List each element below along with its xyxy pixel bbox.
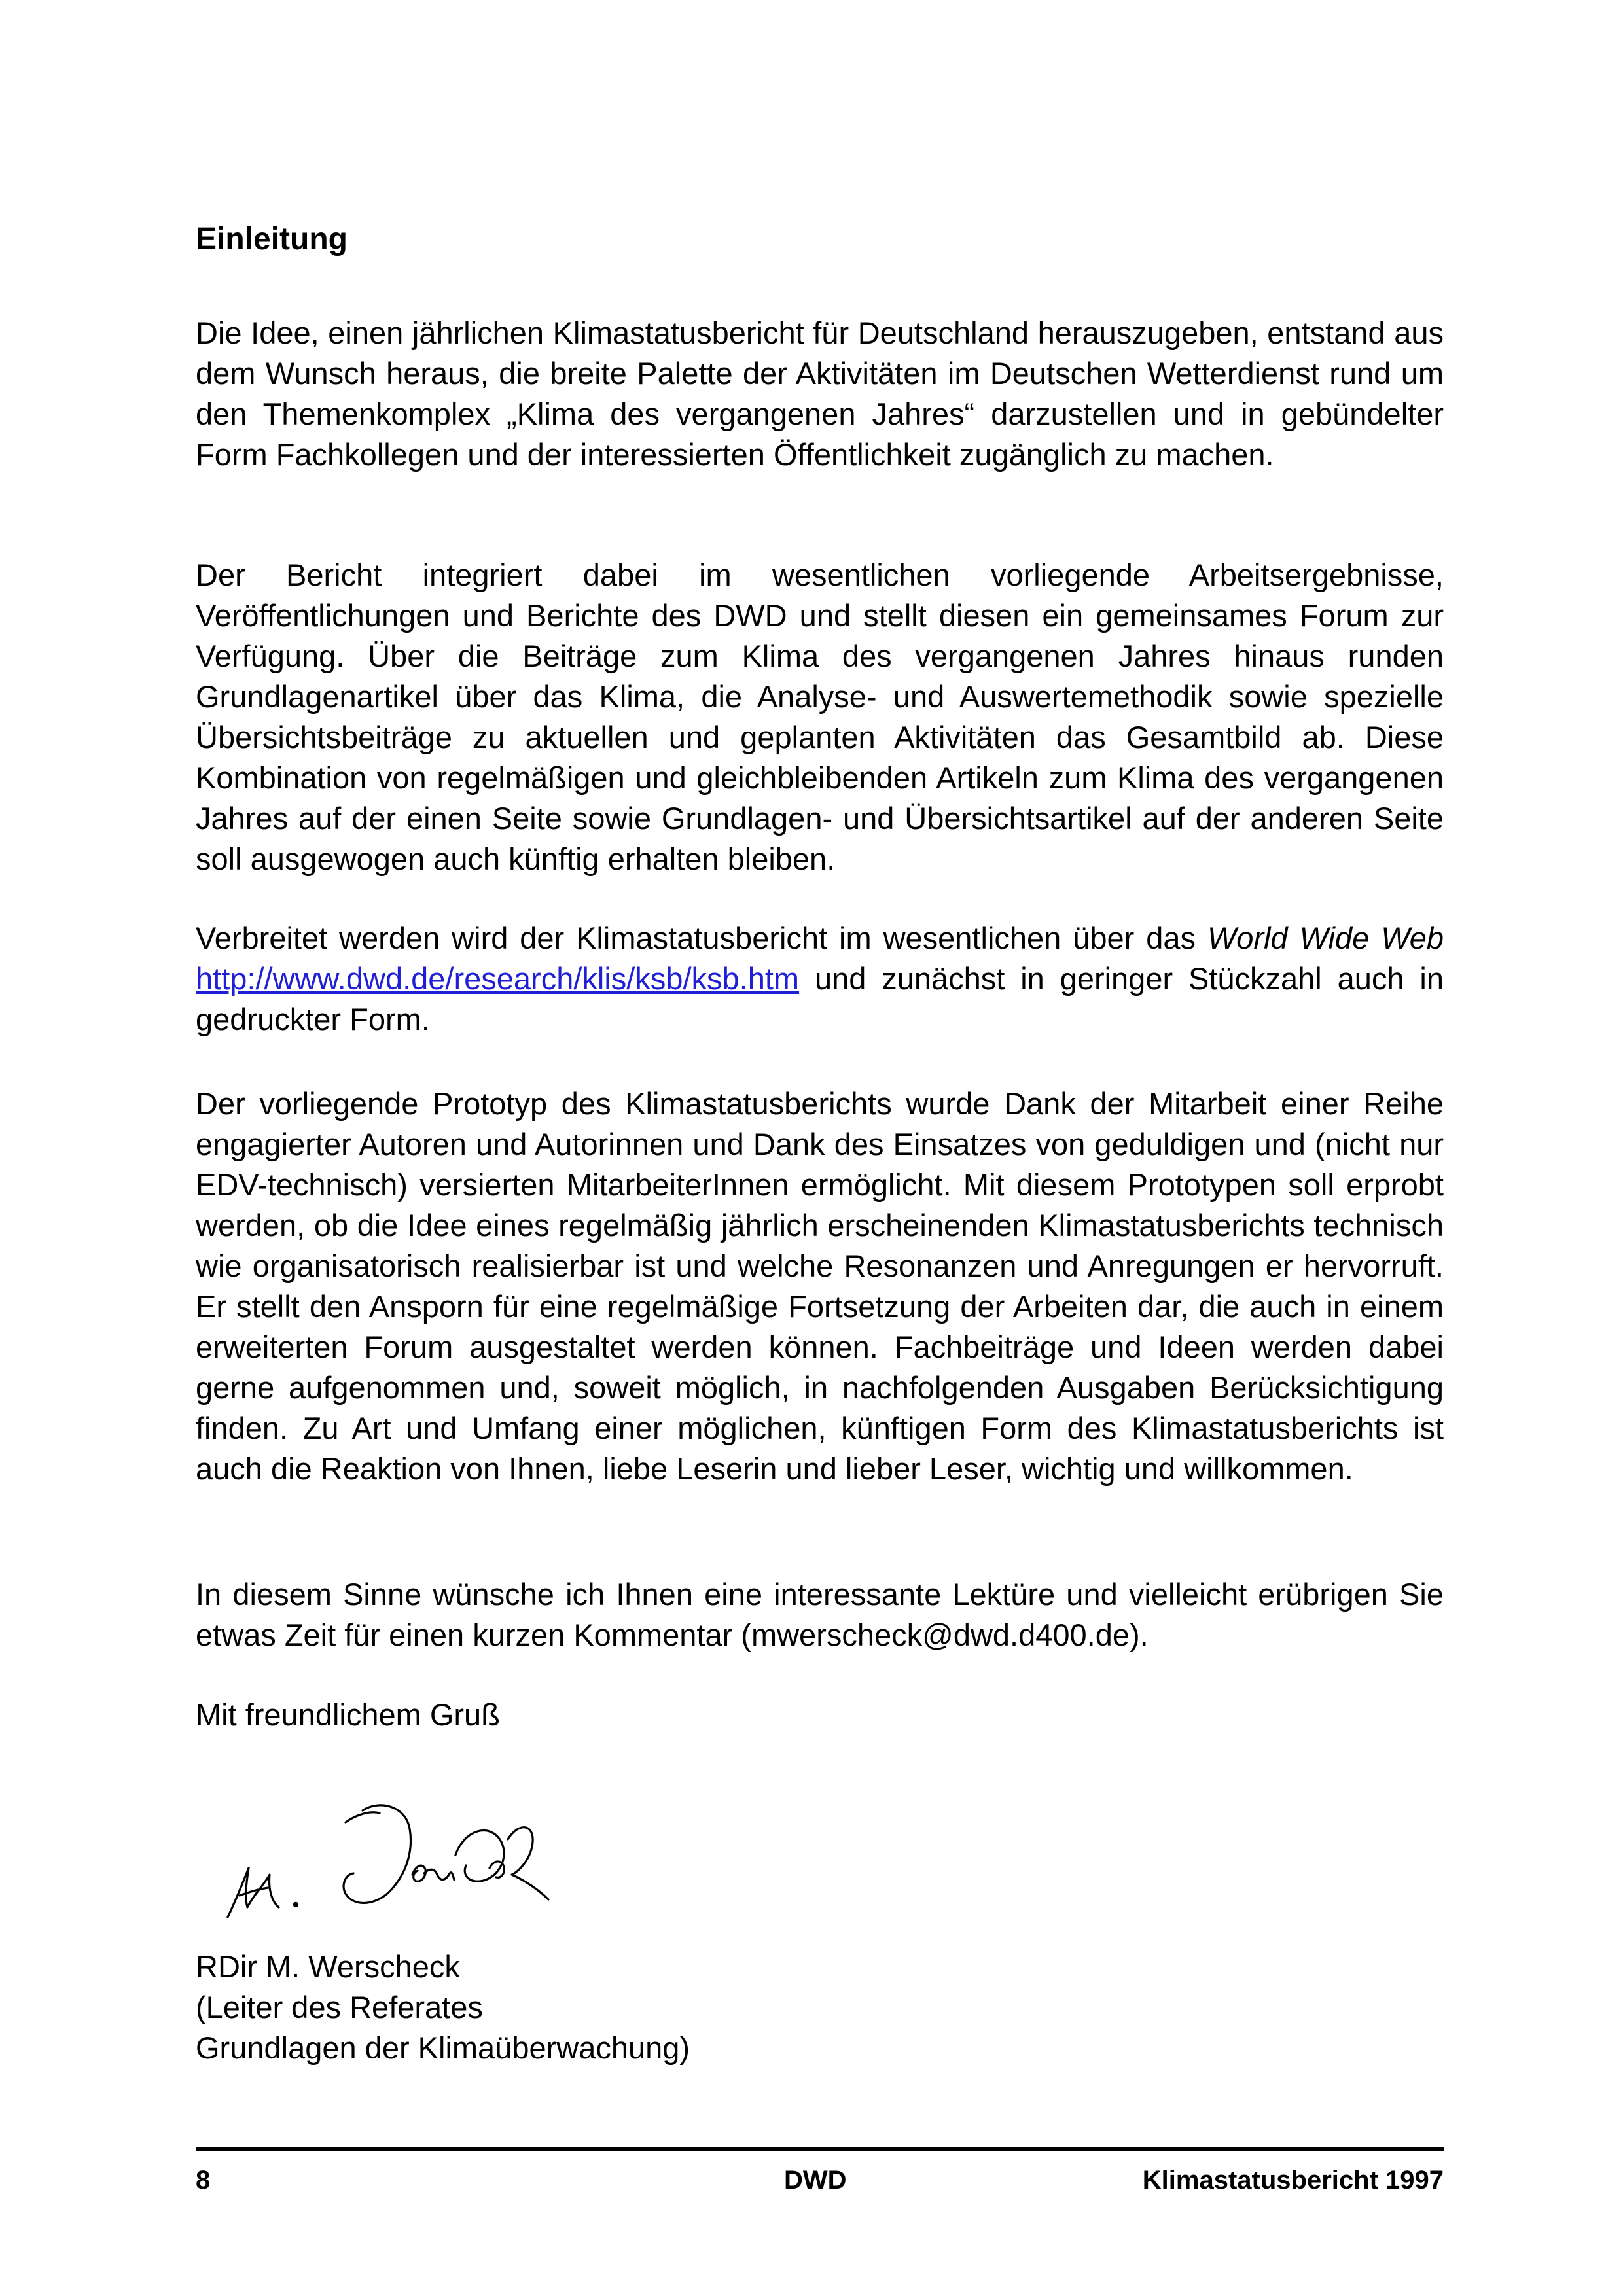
footer-publication-title: Klimastatusbericht 1997 [1142, 2166, 1444, 2195]
paragraph-prototype: Der vorliegende Prototyp des Klimastatusberichts wurde Dank der Mitarbeit einer Reihe engagierter Autoren und Autorinnen und Dank des Einsatzes von geduldigen und (nicht nur EDV-technisch) versierten MitarbeiterInnen ermöglicht. Mit diesem Prototypen soll erprobt werden, ob die Idee eines regelmäßig jährlich erscheinenden Klimastatusberichts technisch wie organisatorisch realisierbar ist und welche Resonanzen und Anregungen er hervorruft. Er stellt den Ansporn für eine regelmäßige Fortsetzung der Arbeiten dar, die auch in einem erweiterten Forum ausgestaltet werden können. Fachbeiträge und Ideen werden dabei gerne aufgenommen und, soweit möglich, in nachfolgenden Ausgaben Berücksichtigung finden. Zu Art und Umfang einer möglichen, künftigen Form des Klimastatusberichts ist auch die Reaktion von Ihnen, liebe Leserin und lieber Leser, wichtig und willkommen. [196, 1086, 1444, 1486]
signatory-role-line-1: (Leiter des Referates [196, 1990, 483, 2024]
paragraph-intro: Die Idee, einen jährlichen Klimastatusbericht für Deutschland herauszugeben, entstand aus dem Wunsch heraus, die breite Palette der Aktivitäten im Deutschen Wetterdienst rund um den Themenkomplex „Klima des vergangenen Jahres“ darzustellen und in gebündelter Form Fachkollegen und der interessierten Öffentlichkeit zugänglich zu machen. [196, 315, 1444, 472]
handwritten-signature [216, 1776, 582, 1947]
footer-divider [196, 2147, 1444, 2151]
footer-organization: DWD [784, 2166, 847, 2195]
paragraph-report-content: Der Bericht integriert dabei im wesentlichen vorliegende Arbeitsergebnisse, Veröffentlichungen und Berichte des DWD und stellt diesen ein gemeinsames Forum zur Verfügung. Über die Beiträge zum Klima des vergangenen Jahres hinaus runden Grundlagenartikel über das Klima, die Analyse- und Auswertemethodik sowie spezielle Übersichtsbeiträge zu aktuellen und geplanten Aktivitäten das Gesamtbild ab. Diese Kombination von regelmäßigen und gleichbleibenden Artikeln zum Klima des vergangenen Jahres auf der einen Seite sowie Grundlagen- und Übersichtsartikel auf der anderen Seite soll ausgewogen auch künftig erhalten bleiben. [196, 557, 1444, 876]
section-heading: Einleitung [196, 222, 348, 256]
signatory-name: RDir M. Werscheck [196, 1949, 460, 1984]
paragraph-closing: In diesem Sinne wünsche ich Ihnen eine interessante Lektüre und vielleicht erübrigen Sie etwas Zeit für einen kurzen Kommentar (mwerscheck@dwd.d400.de). [196, 1577, 1444, 1652]
signatory-role-line-2: Grundlagen der Klimaüberwachung) [196, 2030, 690, 2065]
report-url-link[interactable]: http://www.dwd.de/research/klis/ksb/ksb.htm [196, 961, 800, 996]
paragraph-distribution-text-start: Verbreitet werden wird der Klimastatusbericht im wesentlichen über das [196, 921, 1207, 955]
paragraph-distribution-text-end: und zunächst in geringer Stückzahl auch in gedruckter Form. [196, 961, 1444, 1036]
greeting: Mit freundlichem Gruß [196, 1697, 500, 1732]
signature-block [196, 1947, 690, 2068]
footer-page-number: 8 [196, 2166, 211, 2195]
paragraph-distribution-italic: World Wide Web [1207, 921, 1444, 955]
paragraph-distribution [196, 918, 1444, 1040]
